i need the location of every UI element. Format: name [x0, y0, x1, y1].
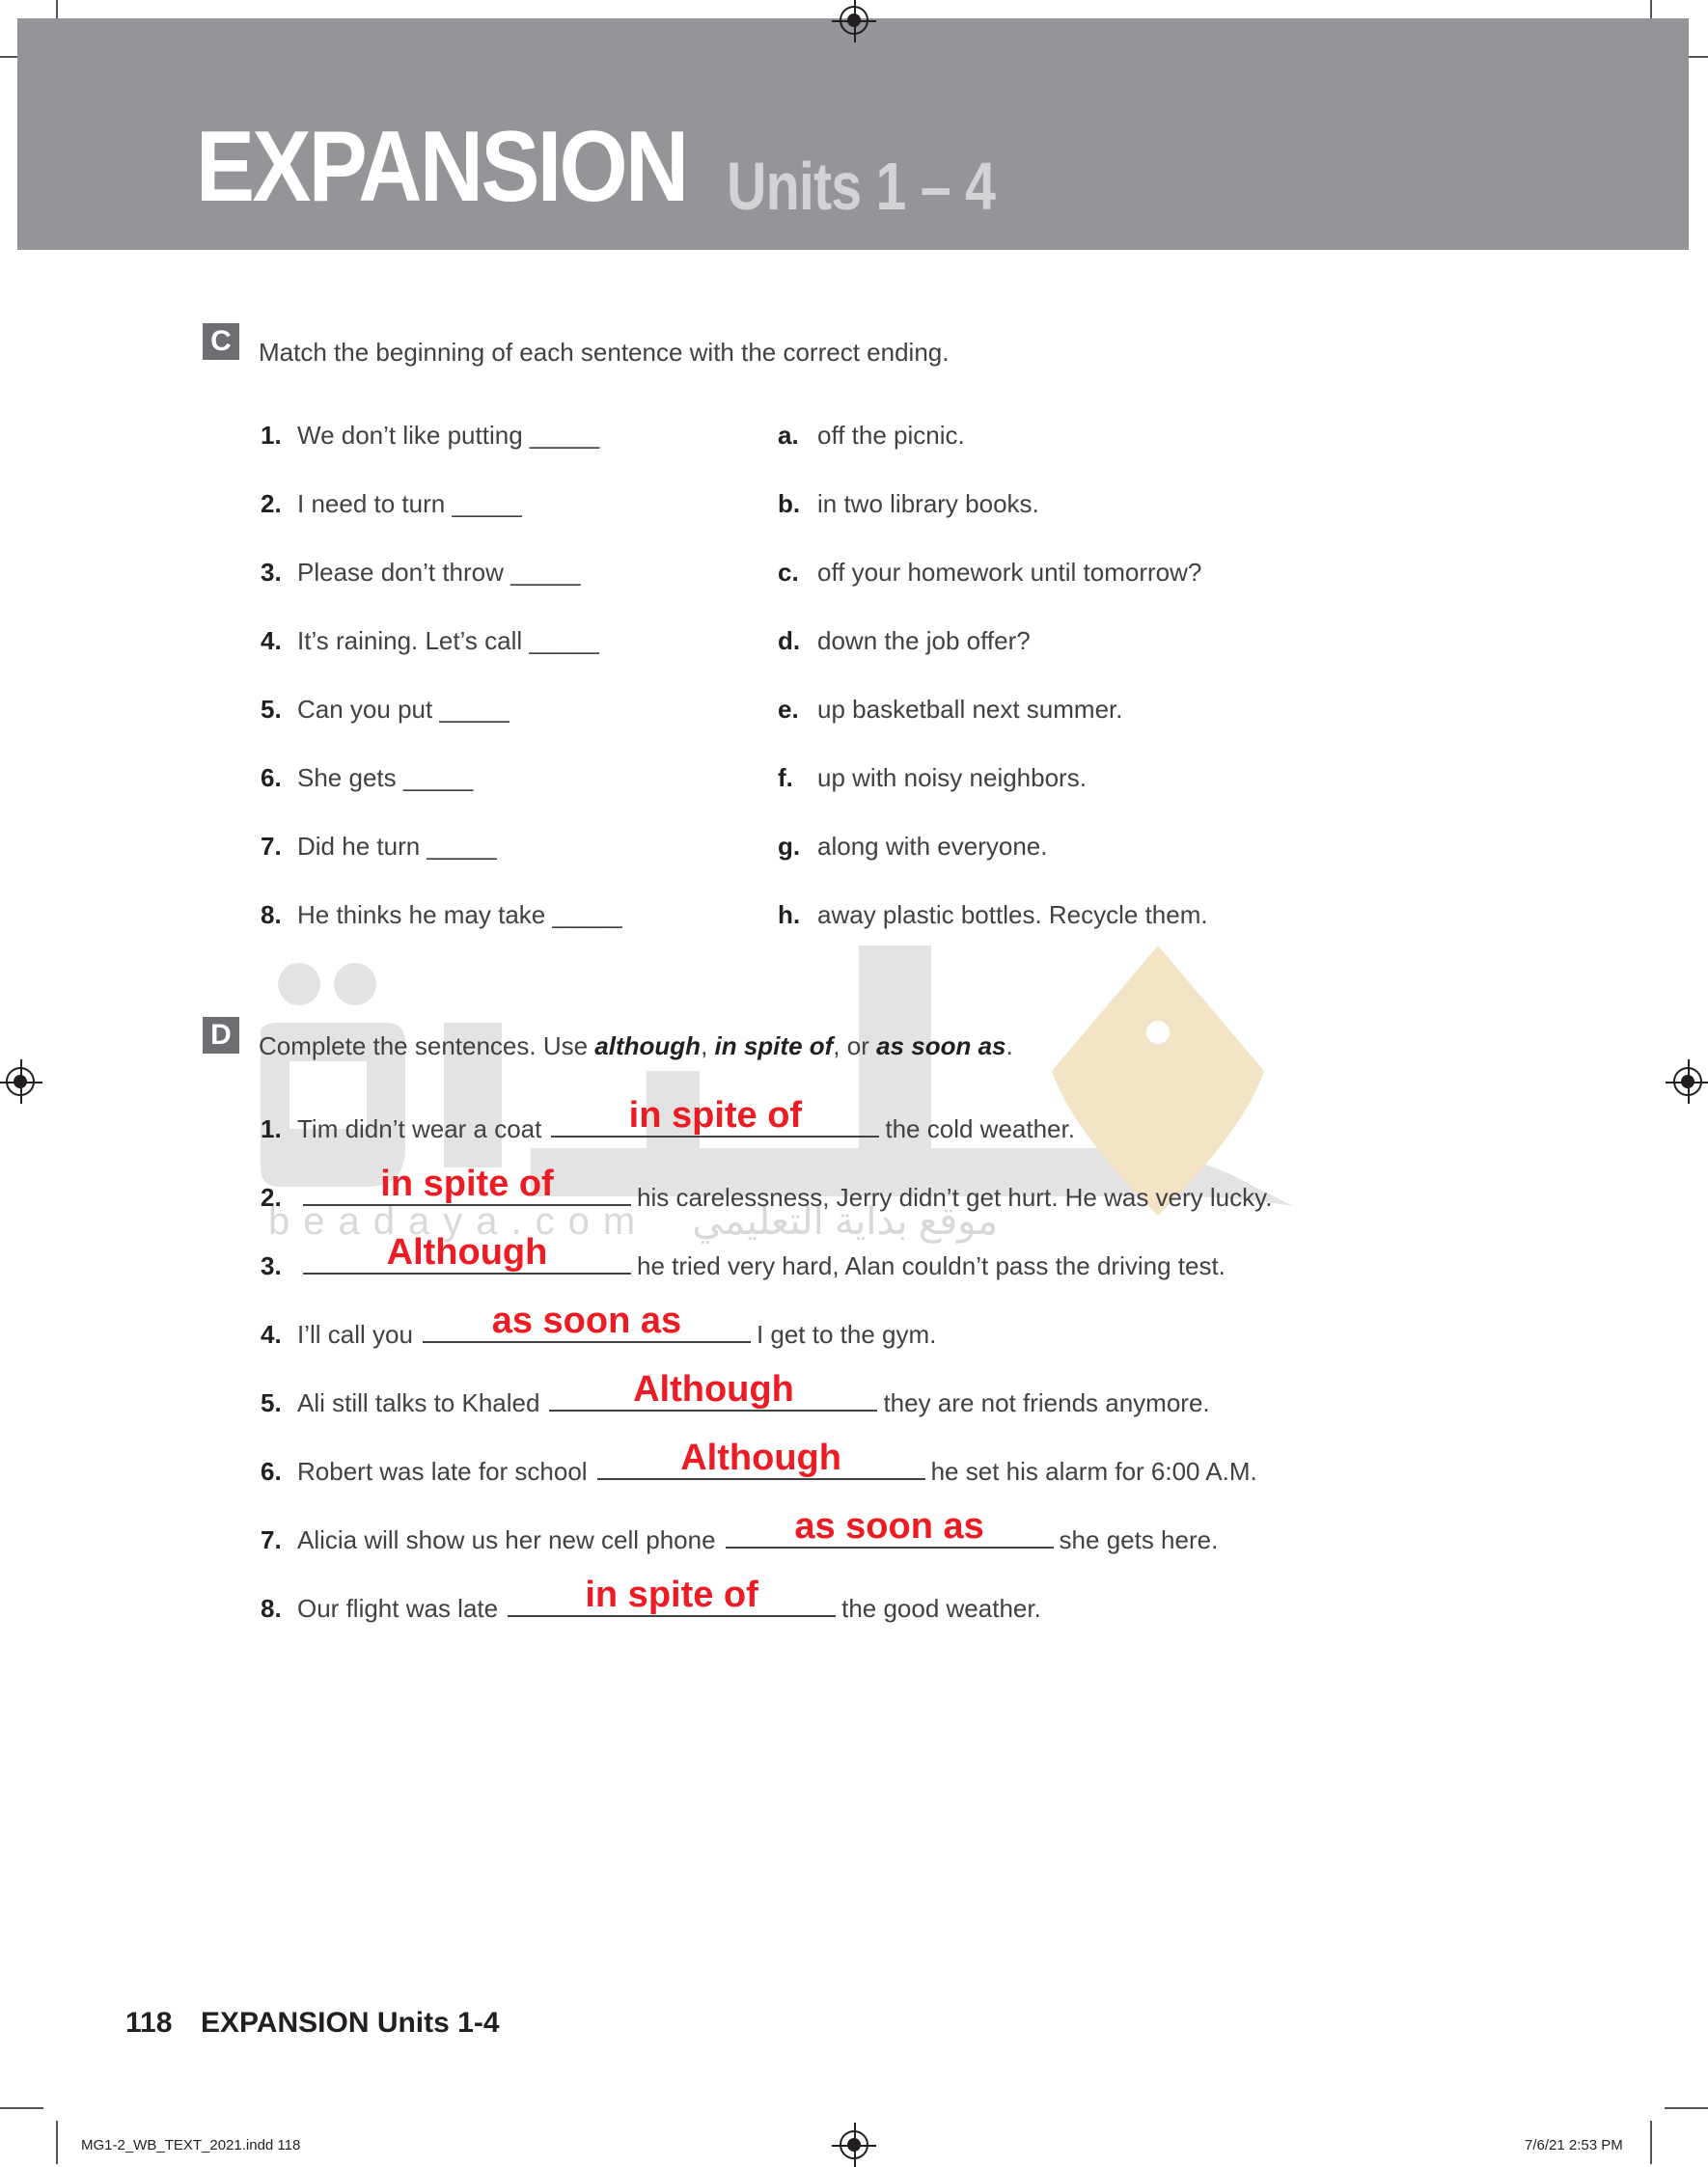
answer-blank [597, 1438, 925, 1480]
answer-text: Although [633, 1369, 794, 1410]
item-number: 5. [261, 1388, 282, 1417]
sentence-row [297, 1164, 1273, 1213]
sentence-row [297, 1575, 1041, 1624]
answer-blank [303, 1164, 631, 1206]
instr-keyword: as soon as [876, 1031, 1006, 1060]
sentence-beginning: She gets _____ [297, 763, 474, 792]
section-c-badge: C [203, 323, 239, 360]
sentence-ending: away plastic bottles. Recycle them. [817, 900, 1208, 929]
item-number: 6. [261, 1457, 282, 1486]
crop-mark [56, 2121, 58, 2164]
page-number: 118 [125, 2007, 173, 2039]
sentence-beginning: Did he turn _____ [297, 832, 497, 861]
answer-text: in spite of [380, 1164, 554, 1204]
item-letter: b. [778, 489, 801, 518]
sentence-beginning: It’s raining. Let’s call _____ [297, 626, 599, 655]
answer-blank [726, 1506, 1054, 1549]
sentence-row [297, 1506, 1219, 1555]
registration-mark-icon [840, 2130, 868, 2159]
item-number: 4. [261, 1320, 282, 1349]
section-c-instruction: Match the beginning of each sentence with the correct ending. [259, 338, 950, 367]
answer-blank [551, 1095, 879, 1138]
answer-text: Although [680, 1438, 841, 1478]
item-letter: c. [778, 558, 799, 587]
item-letter: h. [778, 900, 801, 929]
slug-left: MG1-2_WB_TEXT_2021.indd 118 [81, 2137, 301, 2153]
sentence-before: Robert was late for school [297, 1457, 588, 1486]
item-letter: e. [778, 695, 799, 724]
sentence-ending: up basketball next summer. [817, 695, 1123, 724]
sentence-beginning: We don’t like putting _____ [297, 421, 600, 450]
sentence-before: Our flight was late [297, 1594, 499, 1623]
page-title [196, 110, 996, 225]
sentence-ending: along with everyone. [817, 832, 1048, 861]
sentence-beginning: I need to turn _____ [297, 489, 522, 518]
item-number: 1. [261, 1114, 282, 1143]
sentence-ending: off the picnic. [817, 421, 965, 450]
title-main: EXPANSION [196, 111, 687, 223]
instr-keyword: in spite of [714, 1031, 834, 1060]
item-number: 3. [261, 558, 282, 587]
sentence-before: Alicia will show us her new cell phone [297, 1525, 716, 1554]
watermark-latin: beadaya.com [268, 1200, 649, 1243]
item-number: 5. [261, 695, 282, 724]
sentence-ending: down the job offer? [817, 626, 1031, 655]
crop-mark [1650, 2121, 1652, 2164]
answer-text: as soon as [491, 1301, 682, 1341]
item-number: 4. [261, 626, 282, 655]
sentence-after: they are not friends anymore. [883, 1388, 1210, 1417]
item-number: 6. [261, 763, 282, 792]
sentence-row [297, 1438, 1257, 1487]
registration-mark-icon [1673, 1067, 1702, 1096]
sentence-ending: in two library books. [817, 489, 1039, 518]
sentence-before: Ali still talks to Khaled [297, 1388, 540, 1417]
item-letter: f. [778, 763, 793, 792]
watermark-arabic: موقع بداية التعليمي [692, 1200, 999, 1243]
answer-text: in spite of [628, 1095, 803, 1136]
sentence-row [297, 1095, 1075, 1144]
item-number: 7. [261, 1525, 282, 1554]
sentence-beginning: Can you put _____ [297, 695, 510, 724]
answer-blank [508, 1575, 836, 1617]
item-number: 8. [261, 1594, 282, 1623]
instr-text: Complete the sentences. Use [259, 1031, 595, 1060]
registration-mark-icon [840, 6, 868, 35]
sentence-after: he set his alarm for 6:00 A.M. [930, 1457, 1257, 1486]
answer-text: in spite of [585, 1575, 758, 1615]
instr-keyword: although [594, 1031, 702, 1060]
item-letter: g. [778, 832, 801, 861]
sentence-beginning: Please don’t throw _____ [297, 558, 581, 587]
answer-blank [423, 1301, 751, 1343]
sentence-before: Tim didn’t wear a coat [297, 1114, 542, 1143]
section-d-badge: D [203, 1017, 239, 1054]
crop-mark [1665, 2107, 1708, 2109]
sentence-row [297, 1301, 937, 1350]
item-number: 1. [261, 421, 282, 450]
sentence-after: he tried very hard, Alan couldn’t pass the driving test. [637, 1251, 1226, 1280]
answer-blank [303, 1232, 631, 1275]
registration-mark-icon [6, 1067, 35, 1096]
footer-title: EXPANSION Units 1-4 [201, 2007, 500, 2039]
sentence-after: his carelessness, Jerry didn’t get hurt. He was very lucky. [637, 1183, 1273, 1212]
crop-mark [0, 2107, 43, 2109]
sentence-beginning: He thinks he may take _____ [297, 900, 622, 929]
item-number: 2. [261, 1183, 282, 1212]
sentence-after: the cold weather. [885, 1114, 1075, 1143]
item-letter: d. [778, 626, 801, 655]
item-number: 2. [261, 489, 282, 518]
sentence-row [297, 1369, 1210, 1418]
sentence-after: I get to the gym. [756, 1320, 937, 1349]
item-letter: a. [778, 421, 799, 450]
item-number: 8. [261, 900, 282, 929]
sentence-ending: off your homework until tomorrow? [817, 558, 1202, 587]
instr-text: , [701, 1031, 715, 1060]
title-units: Units 1 – 4 [727, 149, 996, 224]
answer-text: Although [386, 1232, 548, 1273]
header-banner [17, 18, 1689, 250]
sentence-ending: up with noisy neighbors. [817, 763, 1087, 792]
answer-blank [549, 1369, 877, 1412]
item-number: 3. [261, 1251, 282, 1280]
item-number: 7. [261, 832, 282, 861]
sentence-after: she gets here. [1059, 1525, 1219, 1554]
section-d-instruction [259, 1031, 1013, 1061]
instr-text: , or [833, 1031, 877, 1060]
answer-text: as soon as [794, 1506, 984, 1547]
slug-right: 7/6/21 2:53 PM [1525, 2137, 1623, 2153]
sentence-before: I’ll call you [297, 1320, 413, 1349]
instr-text: . [1006, 1031, 1013, 1060]
sentence-after: the good weather. [841, 1594, 1041, 1623]
sentence-row [297, 1232, 1226, 1281]
